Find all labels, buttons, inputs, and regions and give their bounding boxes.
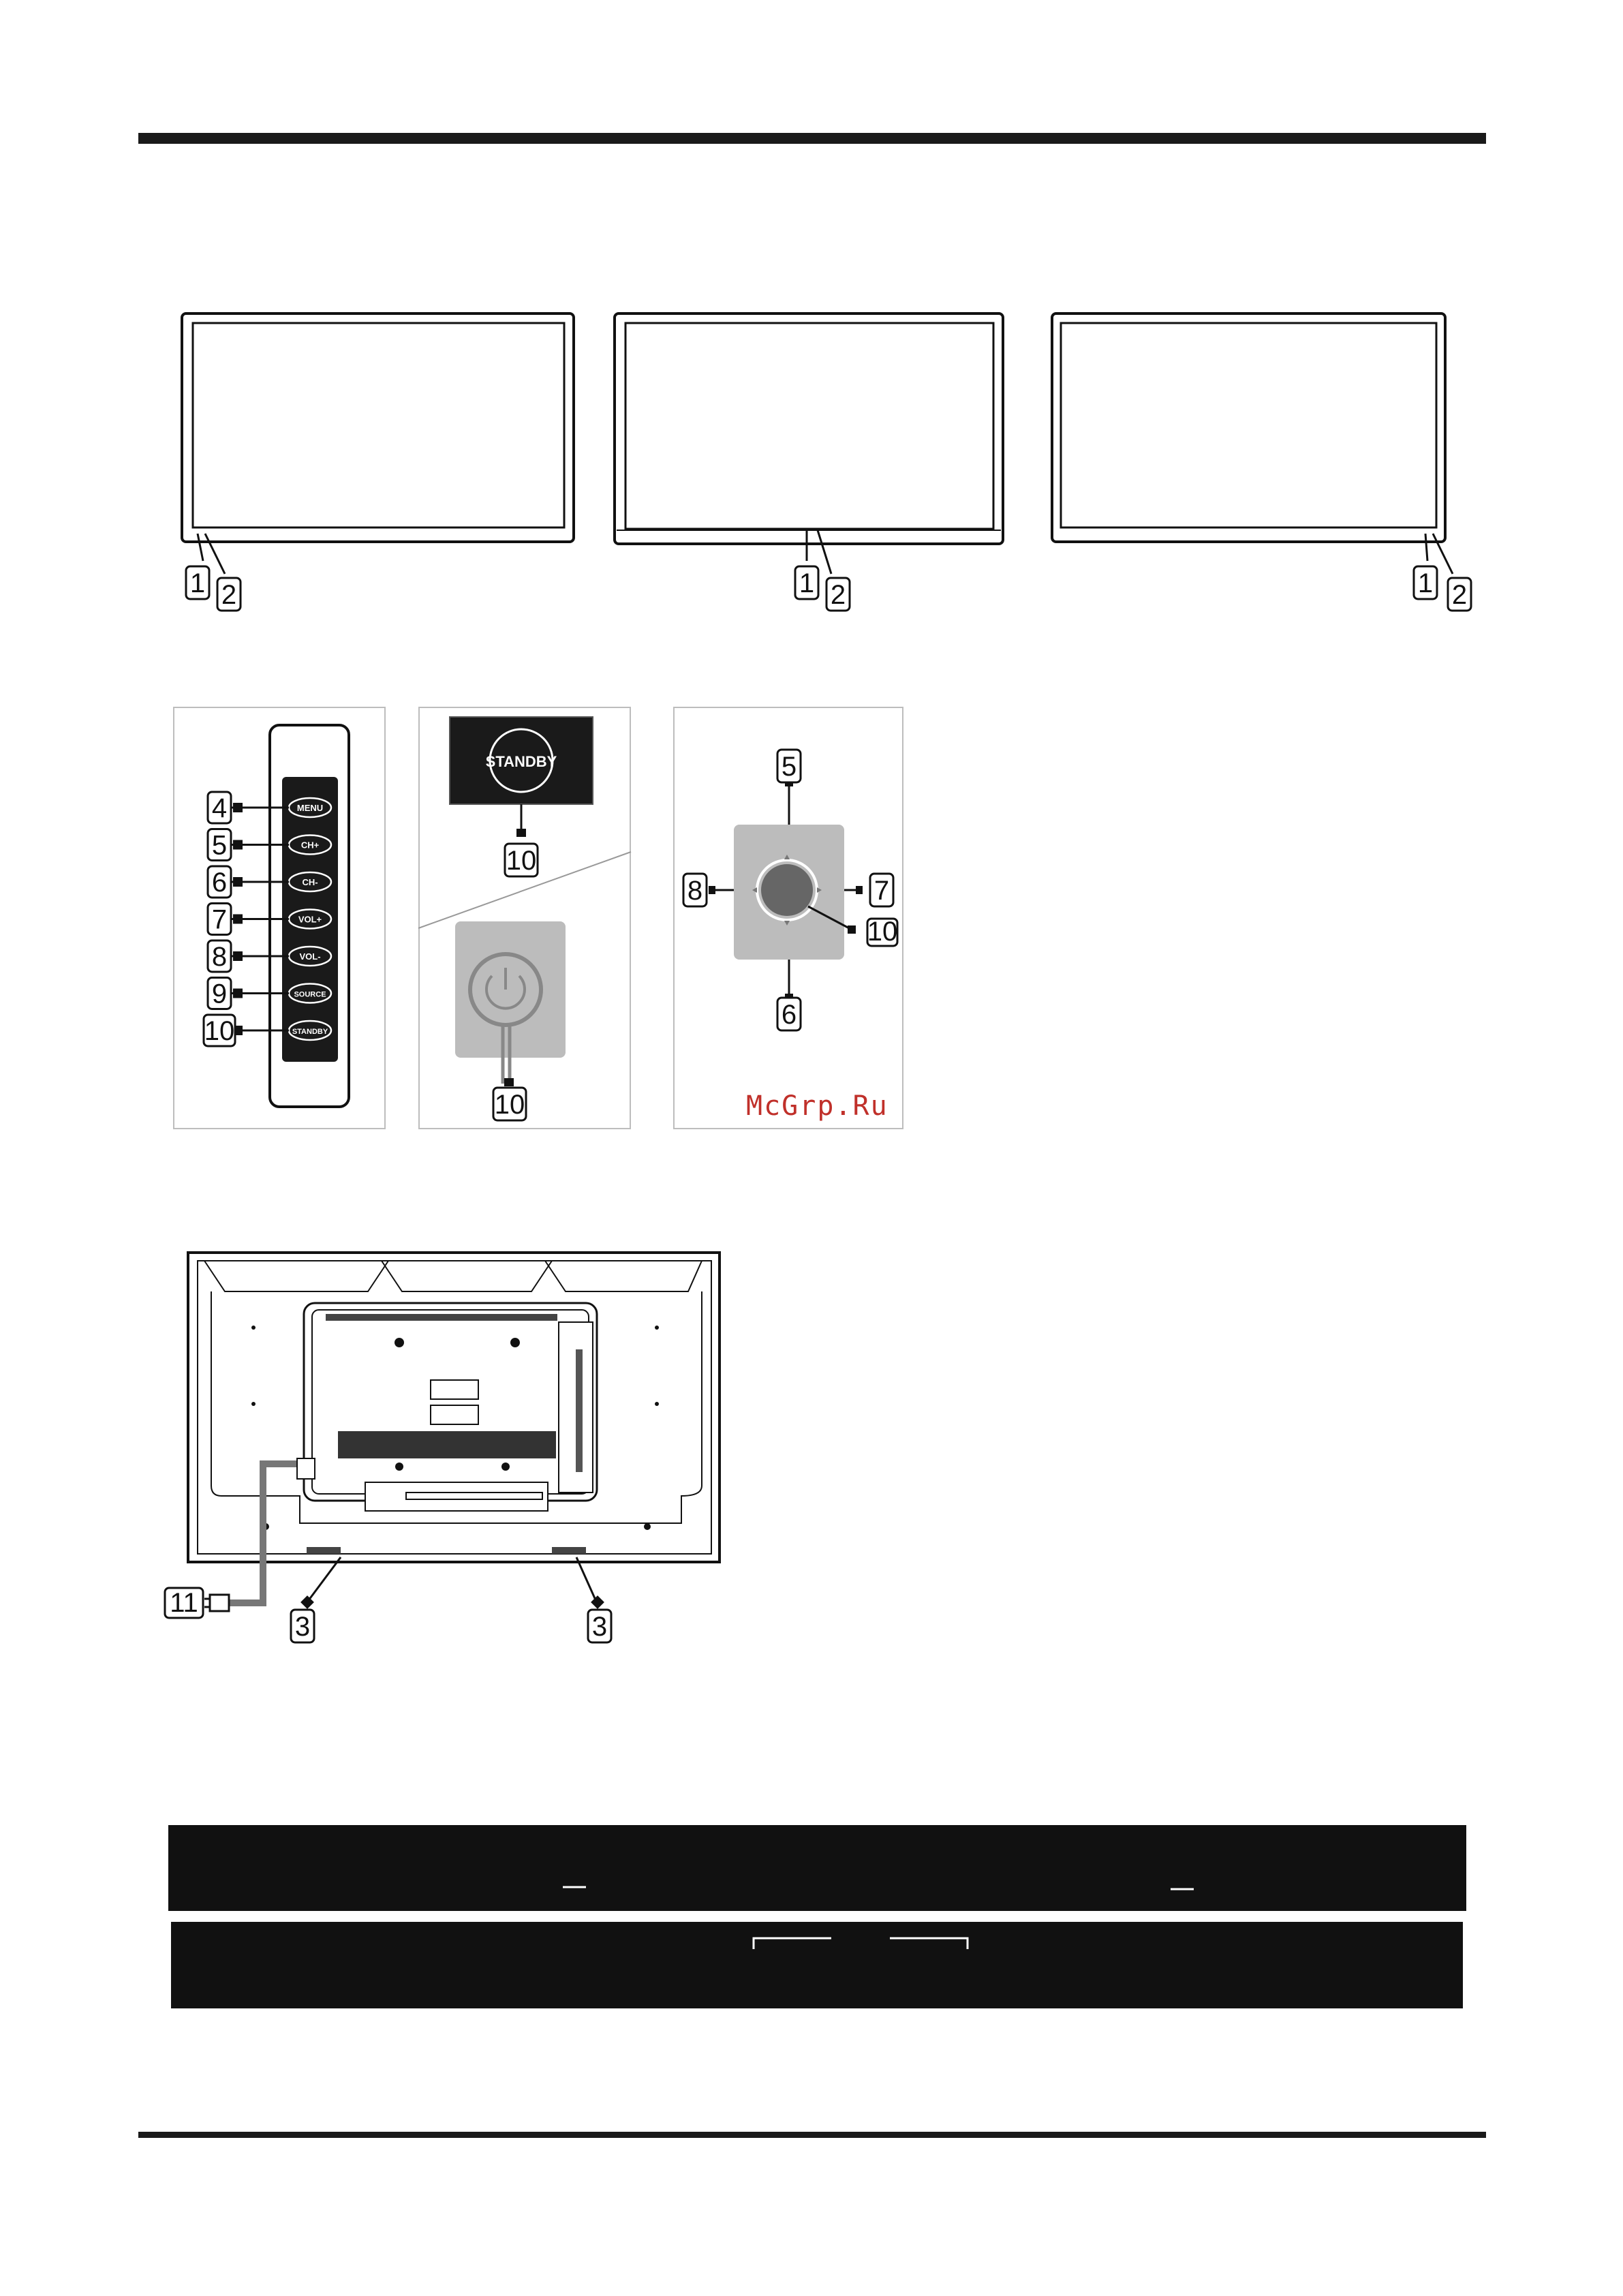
svg-text:2: 2 [830,580,846,610]
key-callout-number: 9 [211,979,228,1009]
key-callout-number: 8 [211,942,228,972]
callout-3-rear-left [291,1610,314,1642]
svg-text:11: 11 [170,1588,198,1618]
callout-5-joystick [777,750,801,782]
standby-panel [418,717,631,1086]
callout-1-left [186,566,209,599]
svg-text:3: 3 [591,1612,608,1642]
key-button-label: STANDBY [292,1028,328,1036]
callout-10-standby-top [505,844,538,876]
key-button-label: MENU [296,803,324,813]
svg-text:10: 10 [506,846,537,876]
svg-text:2: 2 [1451,580,1468,610]
callout-2-left [217,578,241,611]
key-callout-number: 6 [211,868,228,898]
tv-rear-view [188,1253,720,1611]
key-button-label: VOL- [299,951,321,962]
tv-front-center [615,313,1003,574]
svg-text:1: 1 [799,568,815,598]
key-button-label: VOL+ [298,914,322,925]
key-callout-number: 4 [211,793,228,823]
callout-10-joystick [867,917,898,947]
svg-text:1: 1 [189,568,206,598]
svg-text:8: 8 [687,876,703,906]
key-callout-number: 5 [211,830,228,861]
callout-10-standby-bottom [493,1088,526,1120]
joystick-panel [709,780,863,1000]
tv-front-right [1052,313,1453,574]
svg-text:1: 1 [1417,568,1434,598]
watermark: McGrp.Ru [746,1090,888,1122]
tv-front-left [182,313,574,574]
svg-text:3: 3 [294,1612,311,1642]
key-callout-number: 10 [204,1016,235,1046]
svg-text:7: 7 [874,876,890,906]
callout-7-joystick [870,874,893,906]
callout-2-center [826,578,850,611]
callout-2-right [1448,578,1471,611]
svg-text:5: 5 [781,752,797,782]
svg-text:10: 10 [494,1090,525,1120]
key-button-label: CH+ [300,840,320,851]
callout-8-joystick [683,874,707,906]
callout-3-rear-right [588,1610,611,1642]
standby-button-label: STANDBY [485,753,557,770]
svg-text:10: 10 [867,917,898,947]
svg-text:2: 2 [221,580,237,610]
svg-text:6: 6 [781,1000,797,1030]
callout-11-rear [165,1588,203,1618]
callout-6-joystick [777,998,801,1030]
key-button-label: CH- [302,877,318,887]
callout-1-right [1414,566,1437,599]
key-button-label: SOURCE [294,990,326,999]
key-callout-number: 7 [211,904,228,935]
callout-1-center [795,566,818,599]
